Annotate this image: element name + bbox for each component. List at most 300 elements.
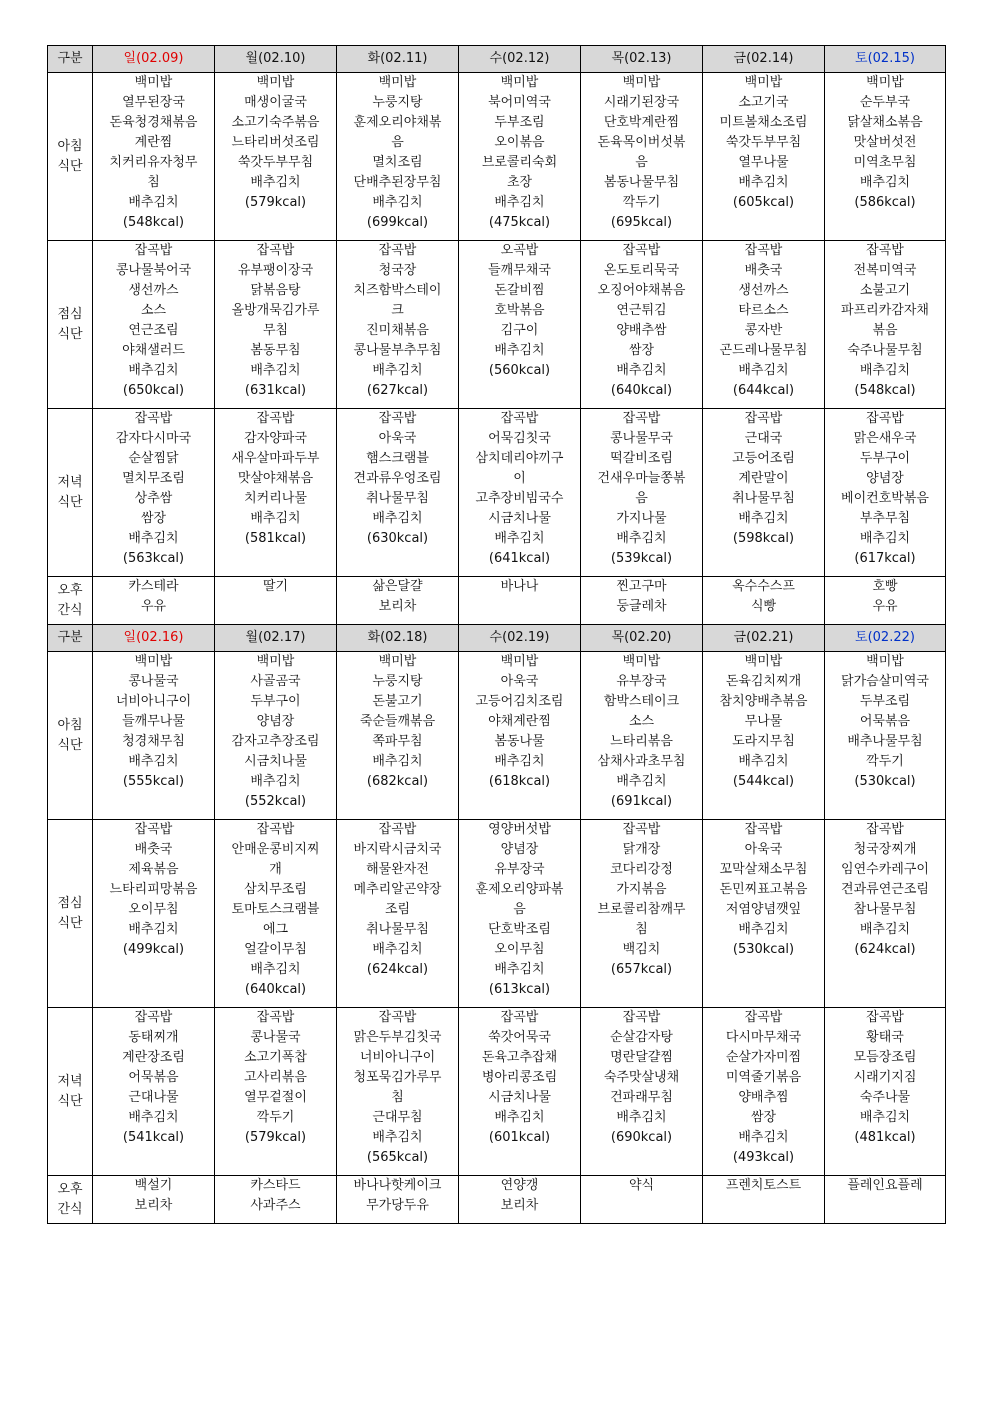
menu-item: 크 — [391, 303, 404, 318]
menu-item: 배추김치 — [250, 175, 301, 190]
menu-item: 너비아니구이 — [359, 1050, 436, 1065]
menu-item: (499kcal) — [122, 942, 185, 957]
menu-cell — [581, 577, 703, 625]
menu-item: 배추김치 — [494, 531, 545, 546]
menu-item: 느타리버섯조림 — [231, 135, 320, 150]
menu-item: 돈불고기 — [372, 694, 423, 709]
menu-item: 메추리알곤약장 — [353, 882, 442, 897]
menu-item: (563kcal) — [122, 551, 185, 566]
menu-item: 순살찜닭 — [128, 451, 179, 466]
menu-item: (481kcal) — [854, 1130, 916, 1145]
meal-row-snack — [48, 577, 946, 625]
meal-label-line: 간식 — [57, 1201, 83, 1217]
menu-item: 잡곡밥 — [744, 1010, 783, 1025]
menu-item: 생선까스 — [128, 283, 179, 298]
meal-row-lunch — [48, 820, 946, 1008]
menu-cell — [337, 652, 459, 820]
menu-item: 근대무침 — [372, 1110, 423, 1125]
menu-item: (618kcal) — [488, 774, 551, 789]
menu-item: 온도토리묵국 — [603, 263, 680, 278]
menu-item: 호빵 — [872, 579, 898, 594]
menu-item: 브로콜리숙회 — [481, 155, 558, 170]
menu-item: 너비아니구이 — [115, 694, 192, 709]
menu-item: 봄동무침 — [250, 343, 301, 358]
menu-item: (555kcal) — [122, 774, 185, 789]
menu-item: 잡곡밥 — [378, 1010, 417, 1025]
menu-item: 콩나물부추무침 — [353, 343, 442, 358]
menu-item: 숙주맛살냉채 — [603, 1070, 680, 1085]
menu-item: 배추김치 — [859, 363, 911, 378]
menu-item: 무가당두유 — [366, 1198, 429, 1213]
menu-item: 배추김치 — [372, 942, 423, 957]
meal-label-breakfast — [48, 73, 93, 241]
menu-item: 음 — [635, 155, 648, 170]
menu-cell — [703, 1008, 825, 1176]
meal-label-line: 오후 — [57, 1181, 83, 1197]
menu-item: 북어미역국 — [488, 95, 551, 110]
meal-row-dinner — [48, 1008, 946, 1176]
menu-item: 호박볶음 — [494, 303, 545, 318]
menu-item: 백미밥 — [622, 75, 661, 90]
menu-item: 소스 — [628, 714, 655, 729]
menu-item: 배추김치 — [494, 1110, 545, 1125]
menu-item: 백미밥 — [378, 75, 417, 90]
menu-item: (624kcal) — [854, 942, 916, 957]
menu-item: 꼬막살채소무침 — [719, 862, 808, 877]
header-label: 구분 — [48, 46, 93, 73]
menu-item: 토마토스크램블 — [231, 902, 320, 917]
menu-item: 죽순들깨볶음 — [359, 714, 436, 729]
menu-item: 타르소스 — [738, 303, 789, 318]
menu-item: 음 — [635, 491, 648, 506]
menu-item: 유부팽이장국 — [237, 263, 314, 278]
menu-item: 백미밥 — [866, 75, 904, 90]
menu-item: (657kcal) — [610, 962, 673, 977]
menu-item: 백설기 — [134, 1178, 173, 1193]
menu-item: 쑥갓두부무침 — [725, 135, 802, 150]
menu-item: 삼치데리야끼구 — [475, 451, 564, 466]
menu-item: (598kcal) — [732, 531, 795, 546]
menu-item: 약식 — [628, 1178, 655, 1193]
menu-item: 두부구이 — [859, 451, 911, 466]
menu-item: 계란말이 — [738, 471, 789, 486]
menu-item: (548kcal) — [854, 383, 916, 398]
meal-label-line: 오후 — [57, 582, 83, 598]
menu-cell — [459, 73, 581, 241]
menu-item: 쌈장 — [750, 1110, 777, 1125]
menu-item: (560kcal) — [488, 363, 551, 378]
menu-item: 야채계란찜 — [488, 714, 551, 729]
menu-cell — [825, 409, 946, 577]
menu-item: 배추김치 — [616, 363, 667, 378]
menu-item: 근대국 — [744, 431, 783, 446]
meal-plan-table — [47, 45, 946, 1224]
menu-cell — [581, 1176, 703, 1224]
menu-item: 소불고기 — [859, 283, 911, 298]
meal-label-lunch — [48, 820, 93, 1008]
menu-cell — [581, 241, 703, 409]
menu-item: 백미밥 — [622, 654, 661, 669]
menu-item: 단호박조림 — [488, 922, 551, 937]
menu-item: 미역줄기볶음 — [725, 1070, 802, 1085]
meal-label-line: 아침 — [57, 717, 83, 733]
menu-item: 침 — [391, 1090, 404, 1105]
meal-label-snack — [48, 577, 93, 625]
menu-item: (475kcal) — [488, 215, 551, 230]
menu-item: (695kcal) — [610, 215, 673, 230]
menu-item: 유부장국 — [494, 862, 545, 877]
menu-item: 가지나물 — [616, 511, 667, 526]
menu-item: (613kcal) — [488, 982, 551, 997]
menu-item: 떡갈비조림 — [610, 451, 673, 466]
menu-item: (617kcal) — [854, 551, 916, 566]
menu-item: (530kcal) — [732, 942, 795, 957]
menu-item: 고등어김치조림 — [475, 694, 564, 709]
menu-item: 오이무침 — [494, 942, 545, 957]
menu-item: 배추김치 — [859, 922, 911, 937]
menu-item: 배추김치 — [859, 175, 911, 190]
menu-cell — [459, 409, 581, 577]
menu-item: 황태국 — [866, 1030, 904, 1045]
menu-cell — [93, 1008, 215, 1176]
menu-item: 취나물무침 — [732, 491, 795, 506]
menu-item: 아욱국 — [378, 431, 417, 446]
meal-label-dinner — [48, 409, 93, 577]
menu-item: 해물완자전 — [366, 862, 429, 877]
day-header: 토(02.22) — [825, 625, 946, 652]
menu-item: 잡곡밥 — [622, 243, 661, 258]
menu-cell — [215, 1176, 337, 1224]
menu-item: 배추김치 — [616, 531, 667, 546]
menu-item: 배추김치 — [372, 511, 423, 526]
menu-item: 잡곡밥 — [134, 243, 173, 258]
menu-item: 숙주나물 — [859, 1090, 911, 1105]
meal-label-line: 식단 — [57, 326, 83, 342]
menu-item: 병아리콩조림 — [481, 1070, 558, 1085]
menu-cell — [337, 820, 459, 1008]
menu-item: 두부구이 — [250, 694, 301, 709]
menu-item: 감자다시마국 — [115, 431, 192, 446]
menu-item: 어묵김칫국 — [488, 431, 551, 446]
menu-cell — [581, 1008, 703, 1176]
menu-item: 어묵볶음 — [128, 1070, 179, 1085]
menu-item: 배추김치 — [616, 774, 667, 789]
menu-item: 양배추찜 — [738, 1090, 789, 1105]
menu-item: 개 — [269, 862, 282, 877]
day-header: 화(02.18) — [337, 625, 459, 652]
menu-cell — [215, 820, 337, 1008]
menu-item: 시금치나물 — [244, 754, 307, 769]
menu-item: 잡곡밥 — [256, 1010, 295, 1025]
menu-item: 누룽지탕 — [372, 674, 423, 689]
menu-item: 잡곡밥 — [622, 822, 661, 837]
menu-item: 배추김치 — [372, 363, 423, 378]
menu-item: 배추김치 — [128, 363, 179, 378]
meal-row-lunch — [48, 241, 946, 409]
menu-item: (627kcal) — [366, 383, 429, 398]
menu-cell — [93, 409, 215, 577]
menu-cell — [459, 652, 581, 820]
menu-item: (579kcal) — [244, 195, 307, 210]
menu-item: 볶음 — [872, 323, 898, 338]
menu-item: 들깨무채국 — [488, 263, 551, 278]
menu-item: 바나나 — [500, 579, 539, 594]
menu-item: 어묵볶음 — [859, 714, 911, 729]
menu-item: 시금치나물 — [488, 1090, 551, 1105]
menu-item: 백미밥 — [744, 654, 783, 669]
menu-cell — [337, 1008, 459, 1176]
menu-item: 훈제오리야채볶 — [353, 115, 442, 130]
menu-item: 돈육고추잡채 — [481, 1050, 558, 1065]
menu-item: 단배추된장무침 — [353, 175, 442, 190]
menu-item: 백미밥 — [256, 654, 295, 669]
meal-label-line: 식단 — [57, 1093, 83, 1109]
menu-item: 얼갈이무침 — [244, 942, 307, 957]
menu-item: 백미밥 — [500, 654, 539, 669]
menu-cell — [459, 1176, 581, 1224]
menu-item: 백미밥 — [134, 654, 173, 669]
menu-item: 잡곡밥 — [866, 822, 904, 837]
menu-item: 청포묵김가루무 — [353, 1070, 442, 1085]
menu-item: 콩나물북어국 — [115, 263, 192, 278]
menu-cell — [825, 241, 946, 409]
menu-item: 배추김치 — [738, 754, 789, 769]
day-header: 금(02.21) — [703, 625, 825, 652]
menu-item: 무나물 — [744, 714, 783, 729]
menu-cell — [703, 241, 825, 409]
menu-item: 미트볼채소조림 — [719, 115, 808, 130]
menu-item: 두부조림 — [859, 694, 911, 709]
menu-item: 플레인요플레 — [847, 1178, 923, 1193]
menu-item: 배추김치 — [128, 922, 179, 937]
meal-row-snack — [48, 1176, 946, 1224]
menu-item: 돈육목이버섯볶 — [597, 135, 686, 150]
meal-label-lunch — [48, 241, 93, 409]
menu-item: 김구이 — [500, 323, 539, 338]
menu-cell — [825, 1176, 946, 1224]
menu-cell — [581, 409, 703, 577]
menu-item: 생선까스 — [738, 283, 789, 298]
menu-item: (690kcal) — [610, 1130, 673, 1145]
menu-item: 삼치무조림 — [244, 882, 307, 897]
menu-cell — [215, 1008, 337, 1176]
menu-item: 유부장국 — [616, 674, 667, 689]
menu-item: 우유 — [872, 599, 898, 614]
menu-item: 감자양파국 — [244, 431, 307, 446]
menu-item: 오이무침 — [128, 902, 179, 917]
meal-row-breakfast — [48, 652, 946, 820]
meal-label-dinner — [48, 1008, 93, 1176]
menu-cell — [703, 577, 825, 625]
menu-item: 들깨무나물 — [122, 714, 185, 729]
day-header: 토(02.15) — [825, 46, 946, 73]
menu-item: 돈육김치찌개 — [725, 674, 802, 689]
week-header-row — [48, 46, 946, 73]
menu-item: (601kcal) — [488, 1130, 551, 1145]
menu-item: 잡곡밥 — [378, 822, 417, 837]
menu-item: 누룽지탕 — [372, 95, 423, 110]
menu-item: 삶은달걀 — [372, 579, 423, 594]
menu-item: 참나물무침 — [853, 902, 917, 917]
menu-item: 잡곡밥 — [744, 243, 783, 258]
menu-item: 배추김치 — [372, 195, 423, 210]
menu-item: 배추김치 — [494, 343, 545, 358]
menu-item: 바나나핫케이크 — [353, 1178, 442, 1193]
menu-item: 백미밥 — [256, 75, 295, 90]
menu-cell — [93, 1176, 215, 1224]
menu-item: 순살가자미찜 — [725, 1050, 802, 1065]
menu-item: 매생이굴국 — [244, 95, 307, 110]
menu-item: 함박스테이크 — [603, 694, 680, 709]
meal-label-line: 식단 — [57, 915, 83, 931]
menu-item: 소스 — [140, 303, 167, 318]
menu-cell — [337, 1176, 459, 1224]
menu-item: 잡곡밥 — [256, 822, 295, 837]
menu-item: (544kcal) — [732, 774, 795, 789]
menu-cell — [215, 241, 337, 409]
menu-item: 햄스크램블 — [366, 451, 429, 466]
menu-item: 잡곡밥 — [622, 411, 661, 426]
menu-item: 맛살야채볶음 — [237, 471, 314, 486]
menu-item: 이 — [513, 471, 526, 486]
menu-item: 쑥갓어묵국 — [488, 1030, 551, 1045]
menu-cell — [825, 577, 946, 625]
menu-item: 콩나물국 — [250, 1030, 301, 1045]
menu-item: 부추무침 — [859, 511, 911, 526]
menu-item: 배추나물무침 — [847, 734, 923, 749]
menu-item: 잡곡밥 — [134, 411, 173, 426]
menu-item: 사골곰국 — [250, 674, 301, 689]
menu-item: 숙주나물무침 — [847, 343, 923, 358]
menu-item: 백미밥 — [744, 75, 783, 90]
menu-item: (630kcal) — [366, 531, 429, 546]
menu-item: 계란찜 — [134, 135, 173, 150]
menu-item: 잡곡밥 — [256, 411, 295, 426]
meal-label-line: 저녁 — [57, 474, 83, 490]
menu-item: 봄동나물무침 — [603, 175, 680, 190]
menu-item: 우유 — [140, 599, 167, 614]
menu-item: 돈육청경채볶음 — [109, 115, 198, 130]
menu-item: 오곡밥 — [500, 243, 539, 258]
menu-item: (552kcal) — [244, 794, 307, 809]
menu-item: 백미밥 — [378, 654, 417, 669]
menu-cell — [581, 652, 703, 820]
menu-item: 닭개장 — [622, 842, 661, 857]
menu-item: 단호박계란찜 — [603, 115, 680, 130]
day-header: 화(02.11) — [337, 46, 459, 73]
meal-row-dinner — [48, 409, 946, 577]
meal-label-line: 아침 — [57, 138, 83, 154]
menu-item: 곤드레나물무침 — [719, 343, 808, 358]
menu-item: 배추김치 — [738, 511, 789, 526]
menu-cell — [215, 652, 337, 820]
menu-cell — [459, 820, 581, 1008]
menu-item: (641kcal) — [488, 551, 551, 566]
menu-cell — [581, 73, 703, 241]
day-header: 월(02.10) — [215, 46, 337, 73]
day-header: 일(02.16) — [93, 625, 215, 652]
menu-cell — [337, 241, 459, 409]
menu-item: 상추쌈 — [134, 491, 173, 506]
menu-item: 배추김치 — [250, 962, 301, 977]
menu-item: 영양버섯밥 — [488, 822, 551, 837]
menu-item: 배춧국 — [744, 263, 783, 278]
menu-item: 에그 — [262, 922, 289, 937]
menu-item: 취나물무침 — [366, 491, 429, 506]
menu-item: (699kcal) — [366, 215, 429, 230]
menu-item: 식빵 — [750, 599, 777, 614]
menu-item: 미역초무침 — [853, 155, 917, 170]
menu-item: (624kcal) — [366, 962, 429, 977]
menu-item: 배추김치 — [250, 511, 301, 526]
menu-item: (541kcal) — [122, 1130, 185, 1145]
menu-item: 새우살마파두부 — [231, 451, 320, 466]
menu-item: 잡곡밥 — [866, 1010, 904, 1025]
menu-item: 배추김치 — [250, 363, 301, 378]
week-header-row — [48, 625, 946, 652]
menu-item: 치커리나물 — [244, 491, 307, 506]
menu-item: 조림 — [384, 902, 411, 917]
menu-item: 깍두기 — [866, 754, 904, 769]
menu-item: 봄동나물 — [494, 734, 545, 749]
day-header: 금(02.14) — [703, 46, 825, 73]
menu-item: 훈제오리양파볶 — [475, 882, 564, 897]
menu-item: 침 — [147, 175, 160, 190]
menu-item: 치커리유자청무 — [109, 155, 198, 170]
menu-item: 소고기폭찹 — [244, 1050, 307, 1065]
menu-item: (548kcal) — [122, 215, 185, 230]
menu-item: 올방개묵김가루 — [231, 303, 320, 318]
menu-item: 참치양배추볶음 — [719, 694, 808, 709]
menu-item: 양념장 — [256, 714, 295, 729]
menu-cell — [93, 577, 215, 625]
menu-item: 바지락시금치국 — [353, 842, 442, 857]
menu-item: 견과류연근조림 — [841, 882, 929, 897]
menu-item: 고등어조림 — [732, 451, 795, 466]
menu-cell — [825, 1008, 946, 1176]
menu-item: 보리차 — [134, 1198, 173, 1213]
menu-item: 보리차 — [378, 599, 417, 614]
menu-item: 동태찌개 — [128, 1030, 179, 1045]
menu-item: 잡곡밥 — [500, 1010, 539, 1025]
menu-item: 배추김치 — [372, 754, 423, 769]
menu-item: (539kcal) — [610, 551, 673, 566]
menu-item: 배추김치 — [859, 1110, 911, 1125]
menu-item: 배추김치 — [250, 774, 301, 789]
menu-item: 진미채볶음 — [366, 323, 429, 338]
menu-cell — [825, 652, 946, 820]
menu-item: 닭볶음탕 — [250, 283, 301, 298]
menu-item: 브로콜리참깨무 — [597, 902, 686, 917]
menu-item: 잡곡밥 — [256, 243, 295, 258]
menu-item: (530kcal) — [854, 774, 916, 789]
menu-item: 음 — [391, 135, 404, 150]
menu-item: 배추김치 — [738, 1130, 789, 1145]
day-header: 목(02.13) — [581, 46, 703, 73]
menu-item: (640kcal) — [610, 383, 673, 398]
menu-item: (650kcal) — [122, 383, 185, 398]
menu-item: 배추김치 — [372, 1130, 423, 1145]
menu-item: 배추김치 — [738, 175, 789, 190]
menu-item: 사과주스 — [250, 1198, 301, 1213]
menu-item: 다시마무채국 — [725, 1030, 802, 1045]
menu-item: 잡곡밥 — [378, 243, 417, 258]
meal-label-snack — [48, 1176, 93, 1224]
menu-item: 시래기된장국 — [603, 95, 680, 110]
menu-item: 잡곡밥 — [744, 411, 783, 426]
menu-cell — [703, 820, 825, 1008]
menu-item: 보리차 — [500, 1198, 539, 1213]
